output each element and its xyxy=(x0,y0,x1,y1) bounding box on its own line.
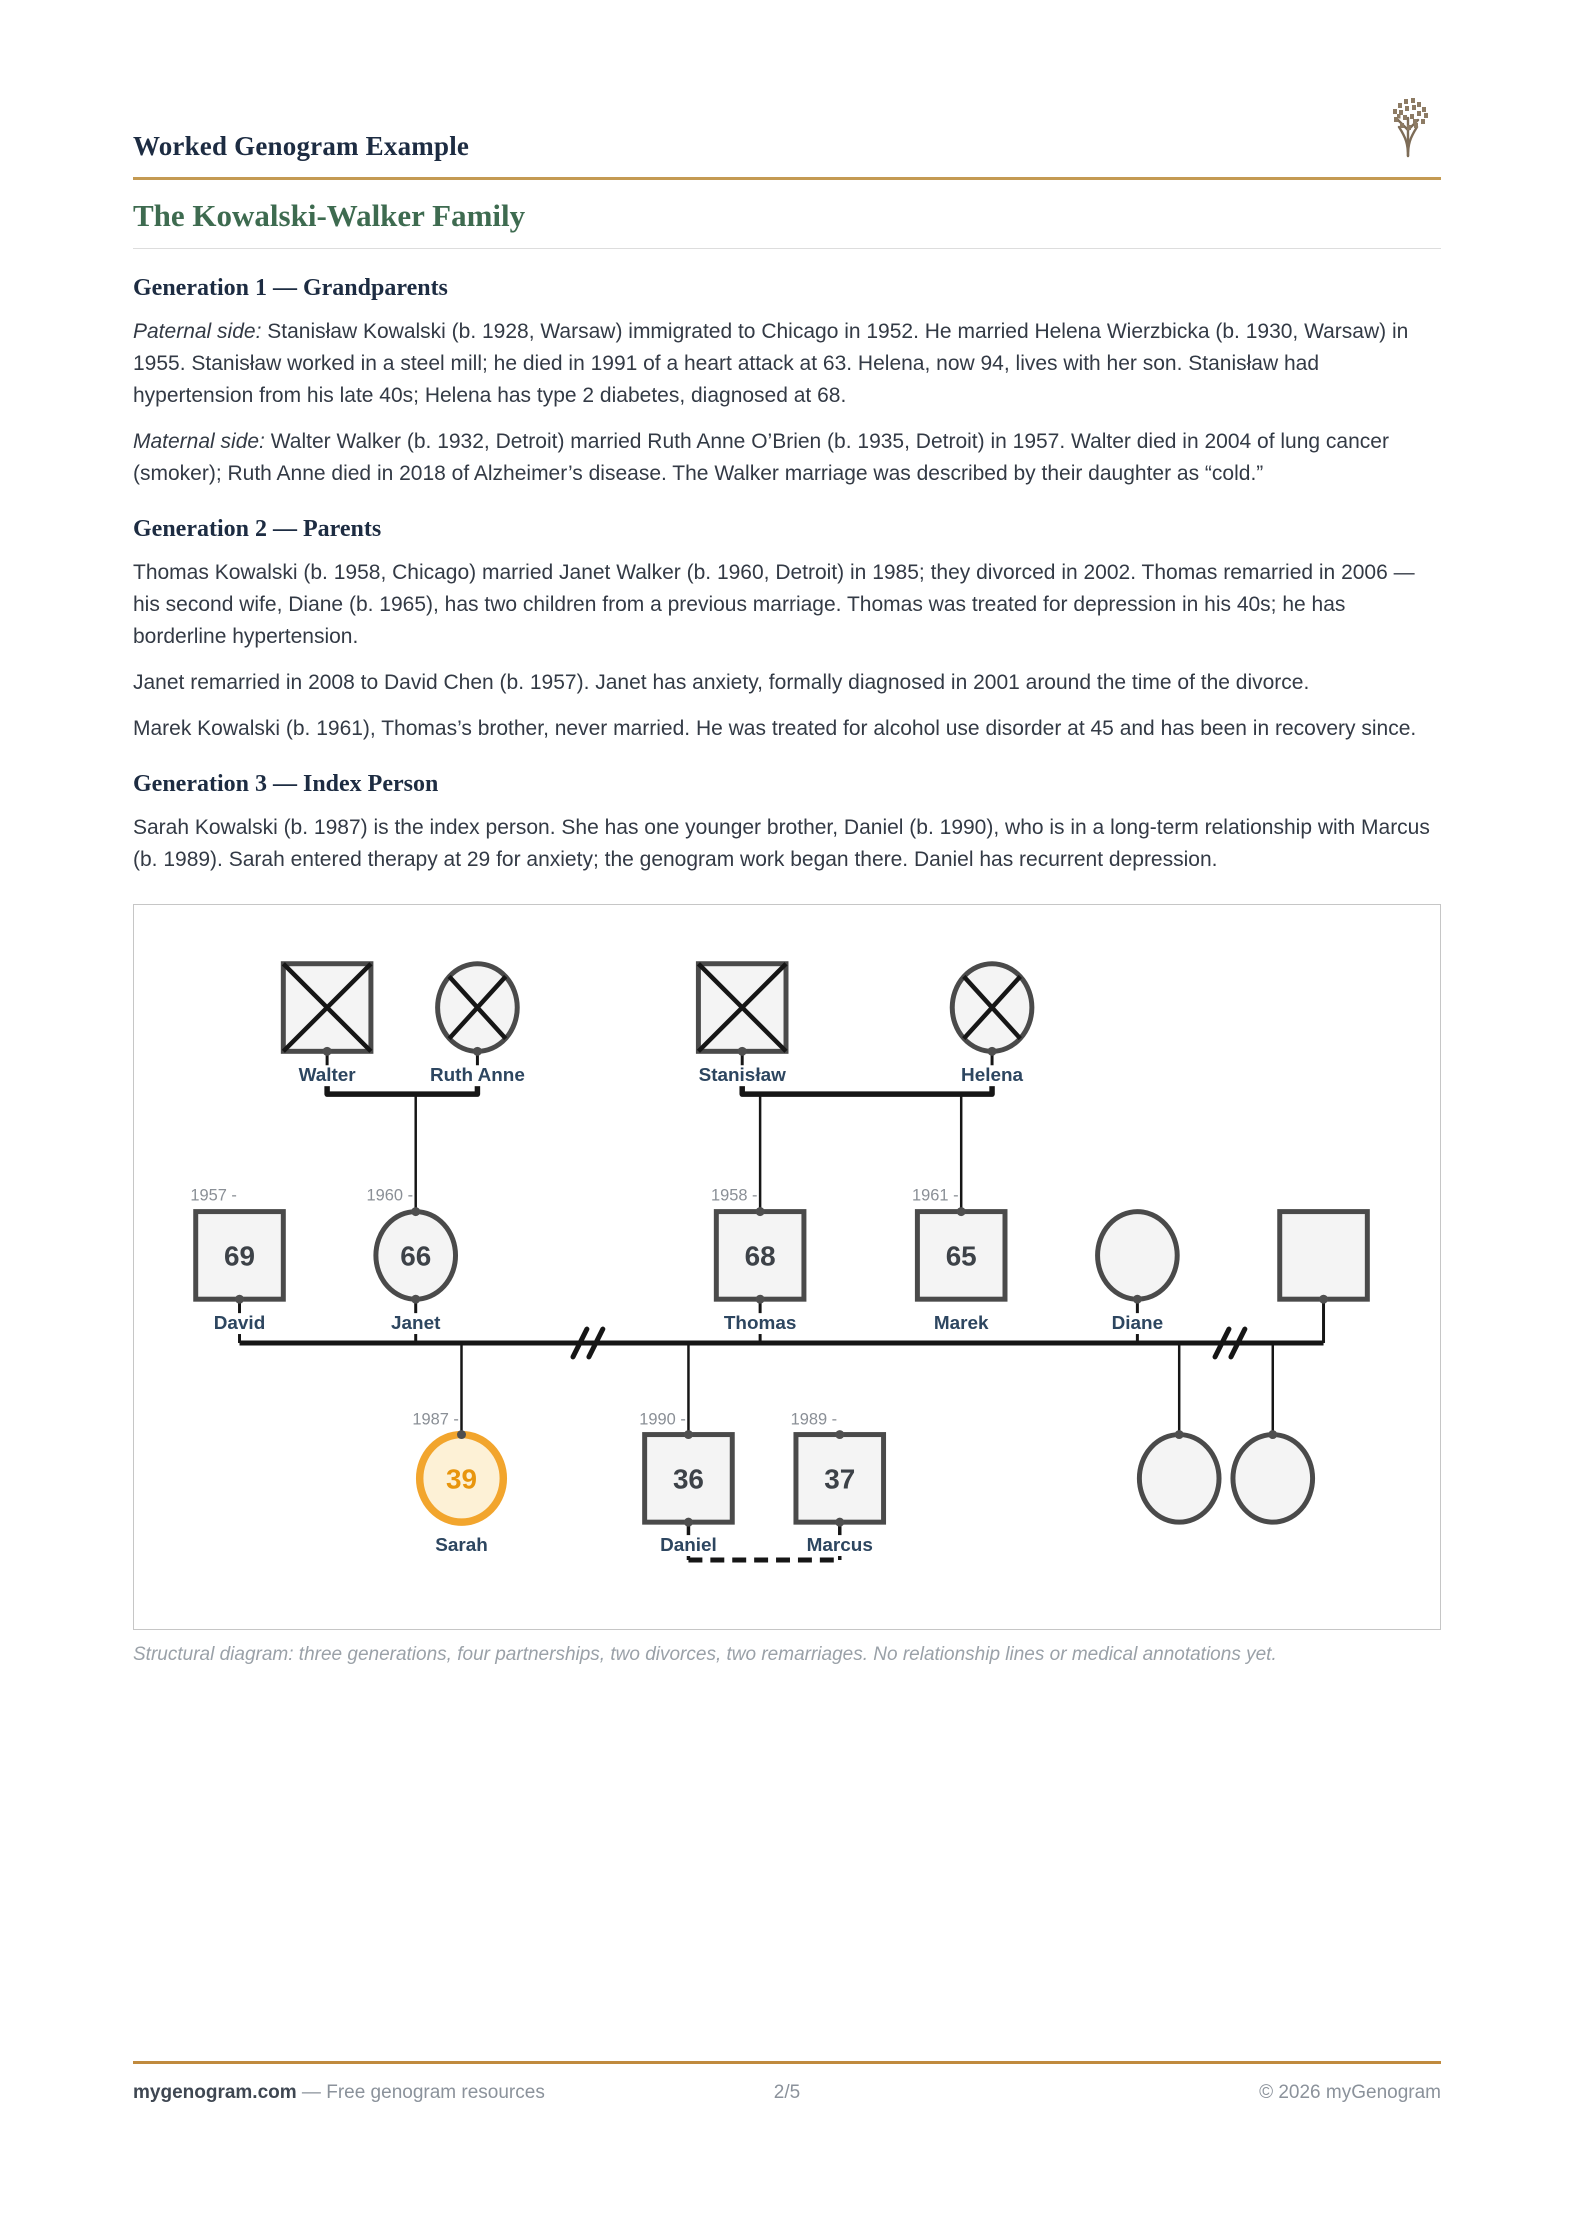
connection-dot xyxy=(738,1047,747,1056)
connection-dot xyxy=(457,1430,466,1439)
person-age: 65 xyxy=(945,1240,977,1272)
paragraph-lead: Maternal side: xyxy=(133,430,265,453)
person-birth-year: 1989 - xyxy=(790,1410,838,1429)
connection-dot xyxy=(1268,1430,1277,1439)
person-birth-year: 1957 - xyxy=(190,1186,237,1205)
connection-dot xyxy=(756,1295,765,1304)
family-tree-logo-icon xyxy=(1384,96,1432,158)
person-name-label: Marcus xyxy=(806,1535,873,1557)
person-age: 36 xyxy=(672,1463,704,1495)
connection-dot xyxy=(835,1518,844,1527)
person-name-label: Diane xyxy=(1111,1313,1164,1335)
connection-dot xyxy=(473,1047,482,1056)
person-name-label: Sarah xyxy=(435,1535,488,1557)
header-divider xyxy=(133,177,1441,180)
footer-row xyxy=(133,2082,1441,2104)
paragraph-text: Janet remarried in 2008 to David Chen (b. 1957). Janet has anxiety, formally diagnosed in 2001 around the time of the divorce. xyxy=(133,671,1310,694)
connection-dot xyxy=(235,1295,244,1304)
section-heading-generation-2: Generation 2 — Parents xyxy=(133,516,382,542)
connection-dot xyxy=(957,1207,966,1216)
person-dchild2 xyxy=(1233,1435,1313,1523)
paragraph-thomas xyxy=(133,557,1441,653)
person-marek xyxy=(917,1212,1005,1300)
paragraph-maternal-side xyxy=(133,426,1441,490)
person-diane xyxy=(1098,1212,1178,1300)
person-name-label: Stanisław xyxy=(698,1065,786,1087)
person-name-label: Ruth Anne xyxy=(429,1065,525,1087)
title-divider xyxy=(133,248,1441,249)
person-david xyxy=(196,1212,284,1300)
person-age: 66 xyxy=(400,1240,432,1272)
paragraph-text: Walter Walker (b. 1932, Detroit) married Ruth Anne O’Brien (b. 1935, Detroit) in 1957. Walter died in 2004 of lung cancer (smoker); Ruth Anne died in 2018 of Alzheimer’s disease. The Walker marriage was described by their daughter as “cold.” xyxy=(133,430,1389,485)
paragraph-lead: Paternal side: xyxy=(133,320,262,343)
person-name-label: David xyxy=(213,1313,266,1335)
connection-dot xyxy=(835,1430,844,1439)
page-footer xyxy=(133,2061,1441,2104)
connection-dot xyxy=(684,1518,693,1527)
person-thomas xyxy=(716,1212,804,1300)
paragraph-text: Stanisław Kowalski (b. 1928, Warsaw) immigrated to Chicago in 1952. He married Helena Wierzbicka (b. 1930, Warsaw) in 1955. Stanisław worked in a steel mill; he died in 1991 of a heart attack at 63. Helena, now 94, lives with her son. Stanisław had hypertension from his late 40s; Helena has type 2 diabetes, diagnosed at 68. xyxy=(133,320,1409,407)
person-name-label: Marek xyxy=(933,1313,989,1335)
footer-page-number: 2/5 xyxy=(773,2082,801,2103)
connection-dot xyxy=(756,1207,765,1216)
footer-site-name: mygenogram.com xyxy=(133,2082,297,2103)
person-dchild1 xyxy=(1139,1435,1219,1523)
diagram-caption: Structural diagram: three generations, four partnerships, two divorces, two remarriages. No relationship lines or medical annotations yet. xyxy=(133,1643,1277,1665)
person-expartner xyxy=(1280,1212,1368,1300)
paragraph-text: Marek Kowalski (b. 1961), Thomas’s brother, never married. He was treated for alcohol use disorder at 45 and has been in recovery since. xyxy=(133,717,1417,740)
connection-dot xyxy=(411,1295,420,1304)
person-name-label: Helena xyxy=(961,1065,1024,1087)
person-name-label: Daniel xyxy=(660,1535,717,1557)
person-birth-year: 1960 - xyxy=(366,1186,414,1205)
connection-dot xyxy=(323,1047,332,1056)
person-marcus xyxy=(796,1435,884,1523)
footer-divider xyxy=(133,2061,1441,2064)
paragraph-text: Sarah Kowalski (b. 1987) is the index person. She has one younger brother, Daniel (b. 1990), who is in a long-term relationship with Marcus (b. 1989). Sarah entered therapy at 29 for anxiety; the genogram work began there. Daniel has recurrent depression. xyxy=(133,816,1430,871)
person-birth-year: 1961 - xyxy=(912,1186,959,1205)
genogram-svg xyxy=(134,905,1440,1629)
connection-dot xyxy=(1175,1430,1184,1439)
paragraph-text: Thomas Kowalski (b. 1958, Chicago) married Janet Walker (b. 1960, Detroit) in 1985; they divorced in 2002. Thomas remarried in 2006 — his second wife, Diane (b. 1965), has two children from a previous marriage. Thomas was treated for depression in his 40s; he has borderline hypertension. xyxy=(133,561,1415,648)
connection-dot xyxy=(988,1047,997,1056)
person-age: 39 xyxy=(445,1463,477,1495)
section-heading-generation-3: Generation 3 — Index Person xyxy=(133,771,439,797)
person-name-label: Thomas xyxy=(723,1313,797,1335)
person-sarah xyxy=(420,1435,504,1523)
genogram-diagram xyxy=(133,904,1441,1630)
paragraph-sarah xyxy=(133,812,1441,876)
person-age: 69 xyxy=(224,1240,256,1272)
paragraph-marek xyxy=(133,713,1441,745)
person-age: 68 xyxy=(744,1240,776,1272)
section-heading-generation-1: Generation 1 — Grandparents xyxy=(133,275,448,301)
connection-dot xyxy=(1133,1295,1142,1304)
person-age: 37 xyxy=(824,1463,856,1495)
footer-copyright: © 2026 myGenogram xyxy=(1259,2082,1441,2103)
person-daniel xyxy=(645,1435,733,1523)
connection-dot xyxy=(1319,1295,1328,1304)
paragraph-paternal-side xyxy=(133,316,1441,412)
paragraph-janet xyxy=(133,667,1441,699)
page-title: The Kowalski-Walker Family xyxy=(133,198,526,233)
person-name-label: Walter xyxy=(298,1065,356,1087)
person-birth-year: 1990 - xyxy=(639,1410,686,1429)
connection-dot xyxy=(684,1430,693,1439)
person-name-label: Janet xyxy=(391,1313,441,1335)
connection-dot xyxy=(411,1207,420,1216)
footer-site xyxy=(133,2082,545,2104)
person-birth-year: 1987 - xyxy=(412,1410,459,1429)
person-janet xyxy=(376,1212,456,1300)
document-header-title: Worked Genogram Example xyxy=(133,131,470,161)
footer-site-tagline: — Free genogram resources xyxy=(296,2082,545,2103)
person-birth-year: 1958 - xyxy=(710,1186,758,1205)
